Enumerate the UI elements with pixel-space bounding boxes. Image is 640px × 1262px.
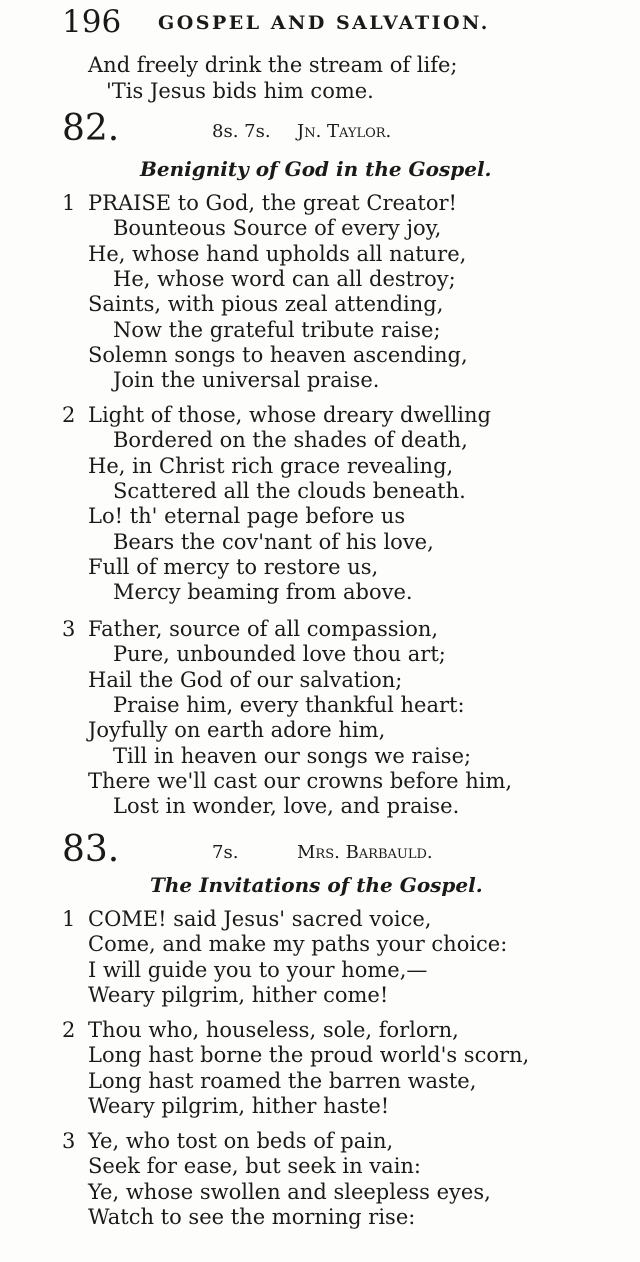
- verse-line: Ye, whose swollen and sleepless eyes,: [88, 1179, 491, 1204]
- verse-line: Weary pilgrim, hither come!: [88, 982, 389, 1007]
- verse-line: Father, source of all compassion,: [88, 617, 439, 641]
- verse-line: He, in Christ rich grace revealing,: [88, 453, 454, 478]
- verse-line: Come, and make my paths your choice:: [88, 932, 508, 957]
- page-number: 196: [62, 4, 122, 40]
- running-head: GOSPEL AND SALVATION.: [158, 12, 490, 34]
- verse-line: Solemn songs to heaven ascending,: [88, 342, 468, 367]
- verse-line: Lost in wonder, love, and praise.: [113, 794, 460, 819]
- continuation-line: And freely drink the stream of life;: [88, 53, 458, 77]
- verse-line: Watch to see the morning rise:: [88, 1204, 416, 1229]
- hymn-number: 82.: [62, 108, 120, 149]
- verse-line: Scattered all the clouds beneath.: [113, 478, 466, 503]
- verse-number: 3: [62, 617, 76, 641]
- hymn-number: 83.: [62, 829, 120, 870]
- verse-line: Bears the cov'nant of his love,: [113, 529, 434, 554]
- verse-line: Mercy beaming from above.: [113, 580, 413, 605]
- verse-number: 3: [62, 1129, 76, 1153]
- verse-line: I will guide you to your home,—: [88, 957, 428, 982]
- verse-line: Long hast roamed the barren waste,: [88, 1068, 477, 1093]
- verse-number: 1: [62, 191, 76, 215]
- verse-line: Thou who, houseless, sole, forlorn,: [88, 1018, 459, 1042]
- hymn-author: Jn. Taylor.: [297, 121, 392, 142]
- hymn-meter: 7s.: [212, 842, 239, 863]
- verse-line: He, whose word can all destroy;: [113, 266, 456, 291]
- verse-line: Full of mercy to restore us,: [88, 554, 379, 579]
- verse-number: 1: [62, 907, 76, 931]
- verse-line: Light of those, whose dreary dwelling: [88, 403, 491, 427]
- verse-line: Till in heaven our songs we raise;: [113, 743, 472, 768]
- verse-line: PRAISE to God, the great Creator!: [88, 191, 457, 215]
- hymn-subtitle: Benignity of God in the Gospel.: [140, 157, 492, 181]
- verse-line: Saints, with pious zeal attending,: [88, 292, 444, 317]
- verse-line: Long hast borne the proud world's scorn,: [88, 1043, 530, 1068]
- verse-line: There we'll cast our crowns before him,: [88, 768, 513, 793]
- verse-number: 2: [62, 403, 76, 427]
- verse-line: Weary pilgrim, hither haste!: [88, 1093, 390, 1118]
- verse-line: Joyfully on earth adore him,: [88, 718, 386, 743]
- verse-line: Join the universal praise.: [113, 368, 380, 393]
- verse-number: 2: [62, 1018, 76, 1042]
- verse-line: He, whose hand upholds all nature,: [88, 241, 467, 266]
- continuation-line: 'Tis Jesus bids him come.: [106, 79, 374, 103]
- verse-line: Bounteous Source of every joy,: [113, 216, 442, 241]
- verse-line: Praise him, every thankful heart:: [113, 692, 465, 717]
- hymn-meter: 8s. 7s.: [212, 121, 271, 142]
- hymn-subtitle: The Invitations of the Gospel.: [150, 873, 483, 897]
- verse-line: Bordered on the shades of death,: [113, 428, 468, 453]
- verse-line: Pure, unbounded love thou art;: [113, 642, 446, 667]
- hymn-author: Mrs. Barbauld.: [297, 842, 433, 863]
- verse-line: COME! said Jesus' sacred voice,: [88, 907, 432, 931]
- verse-line: Now the grateful tribute raise;: [113, 317, 441, 342]
- verse-line: Seek for ease, but seek in vain:: [88, 1154, 422, 1179]
- verse-line: Hail the God of our salvation;: [88, 667, 403, 692]
- verse-line: Ye, who tost on beds of pain,: [88, 1129, 394, 1153]
- verse-line: Lo! th' eternal page before us: [88, 504, 406, 529]
